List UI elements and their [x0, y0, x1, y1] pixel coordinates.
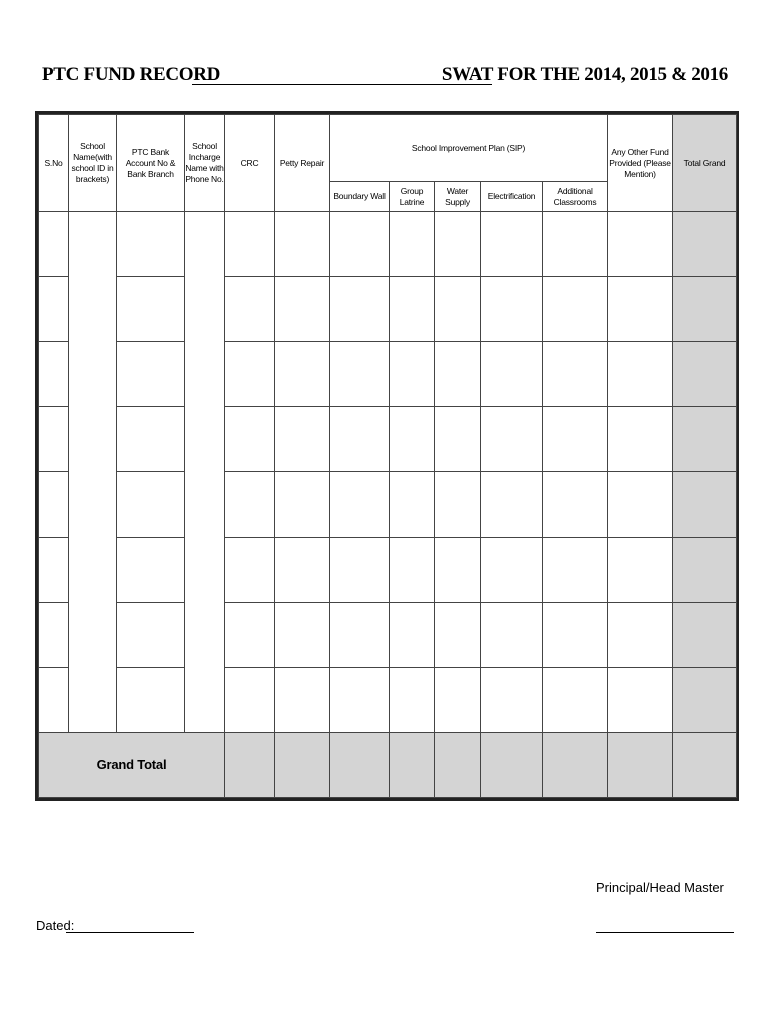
- col-total-grand: Total Grand: [673, 115, 737, 212]
- col-bank-account: PTC Bank Account No & Bank Branch: [117, 115, 185, 212]
- crc-cell[interactable]: [225, 667, 275, 732]
- sno-cell[interactable]: [39, 537, 69, 602]
- bank-account-cell[interactable]: [117, 537, 185, 602]
- petty-repair-cell[interactable]: [275, 472, 330, 537]
- signature-line[interactable]: [596, 932, 734, 933]
- col-petty-repair: Petty Repair: [275, 115, 330, 212]
- crc-cell[interactable]: [225, 602, 275, 667]
- bank-account-cell[interactable]: [117, 407, 185, 472]
- additional-classrooms-cell[interactable]: [543, 342, 608, 407]
- water-supply-cell[interactable]: [435, 342, 481, 407]
- crc-cell[interactable]: [225, 472, 275, 537]
- form-title: [42, 64, 728, 90]
- col-crc: CRC: [225, 115, 275, 212]
- dated-line[interactable]: [66, 932, 194, 933]
- sno-cell[interactable]: [39, 277, 69, 342]
- crc-cell[interactable]: [225, 407, 275, 472]
- petty-repair-cell[interactable]: [275, 342, 330, 407]
- group-latrine-cell[interactable]: [390, 277, 435, 342]
- bank-account-cell[interactable]: [117, 342, 185, 407]
- water-supply-cell[interactable]: [435, 472, 481, 537]
- table-row: [39, 277, 737, 342]
- boundary-wall-cell[interactable]: [330, 407, 390, 472]
- crc-cell[interactable]: [225, 342, 275, 407]
- additional-classrooms-cell[interactable]: [543, 537, 608, 602]
- boundary-wall-cell[interactable]: [330, 212, 390, 277]
- water-supply-cell[interactable]: [435, 277, 481, 342]
- electrification-cell[interactable]: [481, 537, 543, 602]
- total-grand-cell[interactable]: [673, 212, 737, 277]
- boundary-wall-cell[interactable]: [330, 667, 390, 732]
- bank-account-cell[interactable]: [117, 277, 185, 342]
- other-fund-cell[interactable]: [608, 407, 673, 472]
- total-grand-cell[interactable]: [673, 602, 737, 667]
- other-fund-cell[interactable]: [608, 212, 673, 277]
- total-grand-cell[interactable]: [673, 537, 737, 602]
- other-fund-cell[interactable]: [608, 667, 673, 732]
- water-supply-cell[interactable]: [435, 602, 481, 667]
- petty-repair-cell[interactable]: [275, 212, 330, 277]
- crc-cell[interactable]: [225, 277, 275, 342]
- additional-classrooms-cell[interactable]: [543, 472, 608, 537]
- total-cell[interactable]: [481, 732, 543, 797]
- bank-account-cell[interactable]: [117, 667, 185, 732]
- col-incharge: School Incharge Name with Phone No.: [185, 115, 225, 212]
- sno-cell[interactable]: [39, 472, 69, 537]
- electrification-cell[interactable]: [481, 407, 543, 472]
- grand-total-label: Grand Total: [39, 732, 225, 797]
- total-cell[interactable]: [673, 732, 737, 797]
- total-grand-cell[interactable]: [673, 472, 737, 537]
- group-latrine-cell[interactable]: [390, 472, 435, 537]
- electrification-cell[interactable]: [481, 342, 543, 407]
- total-cell[interactable]: [330, 732, 390, 797]
- other-fund-cell[interactable]: [608, 342, 673, 407]
- col-water-supply: Water Supply: [435, 182, 481, 212]
- sno-cell[interactable]: [39, 407, 69, 472]
- other-fund-cell[interactable]: [608, 602, 673, 667]
- bank-account-cell[interactable]: [117, 602, 185, 667]
- water-supply-cell[interactable]: [435, 212, 481, 277]
- total-cell[interactable]: [608, 732, 673, 797]
- sno-cell[interactable]: [39, 667, 69, 732]
- total-grand-cell[interactable]: [673, 407, 737, 472]
- col-other-fund: Any Other Fund Provided (Please Mention): [608, 115, 673, 212]
- petty-repair-cell[interactable]: [275, 537, 330, 602]
- total-cell[interactable]: [435, 732, 481, 797]
- bank-account-cell[interactable]: [117, 212, 185, 277]
- table-row: [39, 472, 737, 537]
- table-row: [39, 407, 737, 472]
- signatory-label: Principal/Head Master: [596, 880, 724, 895]
- boundary-wall-cell[interactable]: [330, 472, 390, 537]
- table-row: [39, 537, 737, 602]
- group-latrine-cell[interactable]: [390, 342, 435, 407]
- total-cell[interactable]: [390, 732, 435, 797]
- table-row: [39, 342, 737, 407]
- group-latrine-cell[interactable]: [390, 667, 435, 732]
- petty-repair-cell[interactable]: [275, 667, 330, 732]
- col-school-name: School Name(with school ID in brackets): [69, 115, 117, 212]
- group-latrine-cell[interactable]: [390, 212, 435, 277]
- col-group-latrine: Group Latrine: [390, 182, 435, 212]
- incharge-cell[interactable]: [185, 212, 225, 733]
- col-electrification: Electrification: [481, 182, 543, 212]
- group-latrine-cell[interactable]: [390, 537, 435, 602]
- grand-total-row: [39, 732, 737, 797]
- boundary-wall-cell[interactable]: [330, 537, 390, 602]
- col-sno: S.No: [39, 115, 69, 212]
- additional-classrooms-cell[interactable]: [543, 407, 608, 472]
- total-cell[interactable]: [543, 732, 608, 797]
- table-row: [39, 212, 737, 277]
- water-supply-cell[interactable]: [435, 537, 481, 602]
- title-left: PTC FUND RECORD: [42, 64, 221, 85]
- sno-cell[interactable]: [39, 342, 69, 407]
- total-grand-cell[interactable]: [673, 667, 737, 732]
- petty-repair-cell[interactable]: [275, 277, 330, 342]
- total-grand-cell[interactable]: [673, 342, 737, 407]
- boundary-wall-cell[interactable]: [330, 277, 390, 342]
- title-right: SWAT FOR THE 2014, 2015 & 2016: [441, 64, 728, 85]
- bank-account-cell[interactable]: [117, 472, 185, 537]
- additional-classrooms-cell[interactable]: [543, 277, 608, 342]
- group-latrine-cell[interactable]: [390, 602, 435, 667]
- sno-cell[interactable]: [39, 212, 69, 277]
- other-fund-cell[interactable]: [608, 472, 673, 537]
- electrification-cell[interactable]: [481, 212, 543, 277]
- sno-cell[interactable]: [39, 602, 69, 667]
- dated-label: Dated:: [36, 918, 75, 933]
- crc-cell[interactable]: [225, 212, 275, 277]
- electrification-cell[interactable]: [481, 667, 543, 732]
- additional-classrooms-cell[interactable]: [543, 602, 608, 667]
- group-latrine-cell[interactable]: [390, 407, 435, 472]
- col-sip: School Improvement Plan (SIP): [330, 115, 608, 182]
- boundary-wall-cell[interactable]: [330, 342, 390, 407]
- total-cell[interactable]: [225, 732, 275, 797]
- electrification-cell[interactable]: [481, 277, 543, 342]
- fund-record-table: [38, 114, 737, 798]
- petty-repair-cell[interactable]: [275, 407, 330, 472]
- table-row: [39, 602, 737, 667]
- electrification-cell[interactable]: [481, 602, 543, 667]
- col-additional-classrooms: Additional Classrooms: [543, 182, 608, 212]
- table-row: [39, 667, 737, 732]
- water-supply-cell[interactable]: [435, 407, 481, 472]
- school-name-cell[interactable]: [69, 212, 117, 733]
- electrification-cell[interactable]: [481, 472, 543, 537]
- total-grand-cell[interactable]: [673, 277, 737, 342]
- total-cell[interactable]: [275, 732, 330, 797]
- col-boundary-wall: Boundary Wall: [330, 182, 390, 212]
- boundary-wall-cell[interactable]: [330, 602, 390, 667]
- other-fund-cell[interactable]: [608, 537, 673, 602]
- fund-record-sheet: [35, 111, 739, 801]
- petty-repair-cell[interactable]: [275, 602, 330, 667]
- other-fund-cell[interactable]: [608, 277, 673, 342]
- water-supply-cell[interactable]: [435, 667, 481, 732]
- crc-cell[interactable]: [225, 537, 275, 602]
- table-body: [39, 212, 737, 798]
- additional-classrooms-cell[interactable]: [543, 667, 608, 732]
- additional-classrooms-cell[interactable]: [543, 212, 608, 277]
